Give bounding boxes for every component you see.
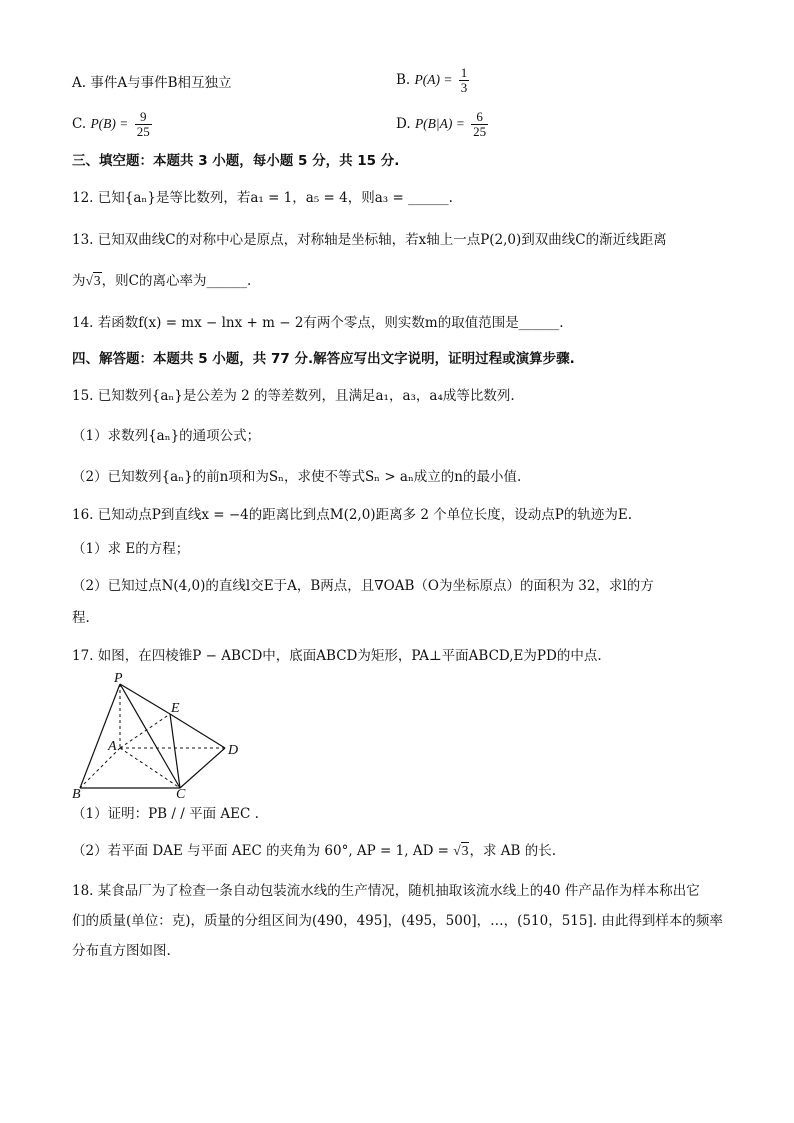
edge-pb xyxy=(80,684,120,788)
question-17-stem: 17. 如图，在四棱锥P − ABCD中，底面ABCD为矩形，PA⊥平面ABCD,E为PD的中点. xyxy=(72,648,602,664)
vertex-label-e: E xyxy=(171,701,180,716)
option-c-fraction xyxy=(135,110,152,139)
edge-ab xyxy=(80,748,120,788)
question-14: 14. 若函数f(x) = mx − lnx + m − 2有两个零点，则实数m的取值范围是______. xyxy=(72,315,564,331)
option-c xyxy=(72,110,154,139)
question-12: 12. 已知{aₙ}是等比数列，若a₁ = 1，a₅ = 4，则a₃ = ______. xyxy=(72,190,453,206)
option-d-numerator: 6 xyxy=(471,110,488,125)
q17-sqrt: √3 xyxy=(453,843,469,858)
option-d xyxy=(396,110,490,139)
option-d-denominator: 25 xyxy=(473,124,487,139)
question-18-line3: 分布直方图如图. xyxy=(72,943,171,959)
question-13-line1: 13. 已知双曲线C的对称中心是原点，对称轴是坐标轴，若x轴上一点P(2,0)到双曲线C的渐近线距离 xyxy=(72,232,667,248)
question-18-line2: 们的质量(单位：克)，质量的分组区间为(490，495]，(495，500]，…，(510，515]. 由此得到样本的频率 xyxy=(72,913,723,929)
q13-pre: 为 xyxy=(72,273,86,289)
section-3-heading: 三、填空题：本题共 3 小题，每小题 5 分，共 15 分. xyxy=(72,153,400,169)
option-c-label: C. xyxy=(72,116,87,132)
question-13-line2 xyxy=(72,270,251,292)
option-d-label: D. xyxy=(396,116,411,132)
option-c-denominator: 25 xyxy=(136,124,150,139)
edge-ed xyxy=(170,714,225,748)
question-16-part2-line1: （2）已知过点N(4,0)的直线l交E于A，B两点，且∇OAB（O为坐标原点）的面积为 32，求l的方 xyxy=(72,578,654,594)
question-15-part1: （1）求数列{aₙ}的通项公式； xyxy=(72,428,261,444)
q17-radicand: 3 xyxy=(461,843,469,858)
question-16-part1: （1）求 E的方程； xyxy=(72,541,190,557)
option-b-label: B. xyxy=(396,72,411,88)
q13-radicand: 3 xyxy=(93,273,101,288)
vertex-label-b: B xyxy=(72,787,81,800)
option-c-numerator: 9 xyxy=(135,110,152,125)
option-a xyxy=(72,72,232,94)
q13-post: ，则C的离心率为______. xyxy=(101,273,252,289)
option-b-fraction xyxy=(459,66,470,95)
option-d-fraction xyxy=(471,110,488,139)
section-4-heading: 四、解答题：本题共 5 小题，共 77 分.解答应写出文字说明，证明过程或演算步骤. xyxy=(72,351,575,367)
edge-ae xyxy=(120,714,170,748)
question-17-part1: （1）证明：PB / / 平面 AEC . xyxy=(72,806,259,822)
option-c-expr: P(B) = xyxy=(90,116,129,131)
option-b xyxy=(396,66,471,95)
option-d-expr: P(B|A) = xyxy=(414,116,465,131)
question-18-line1: 18. 某食品厂为了检查一条自动包装流水线的生产情况，随机抽取该流水线上的40 件产品作为样本称出它 xyxy=(72,883,700,899)
option-a-text: 事件A与事件B相互独立 xyxy=(90,75,232,91)
option-b-denominator: 3 xyxy=(460,80,468,95)
question-16-stem: 16. 已知动点P到直线x = −4的距离比到点M(2,0)距离多 2 个单位长度，设动点P的轨迹为E. xyxy=(72,507,632,523)
question-15-part2: （2）已知数列{aₙ}的前n项和为Sₙ，求使不等式Sₙ > aₙ成立的n的最小值. xyxy=(72,469,522,485)
edge-pe xyxy=(120,684,170,714)
q13-sqrt: √3 xyxy=(85,273,101,288)
edge-ec xyxy=(170,714,180,788)
edge-ac xyxy=(120,748,180,788)
question-17-part2 xyxy=(72,840,556,862)
vertex-label-a: A xyxy=(108,739,117,754)
edge-cd xyxy=(180,748,225,788)
q17-p2-post: ，求 AB 的长. xyxy=(469,843,557,859)
vertex-label-d: D xyxy=(228,743,239,758)
edge-pc xyxy=(120,684,180,788)
option-a-label: A. xyxy=(72,75,87,91)
option-b-expr: P(A) = xyxy=(414,72,453,87)
vertex-label-p: P xyxy=(114,671,123,686)
option-b-numerator: 1 xyxy=(460,65,468,80)
question-15-stem: 15. 已知数列{aₙ}是公差为 2 的等差数列，且满足a₁，a₃，a₄成等比数列. xyxy=(72,388,515,404)
q17-p2-pre: （2）若平面 DAE 与平面 AEC 的夹角为 60°, AP = 1, AD = xyxy=(72,843,449,859)
vertex-label-c: C xyxy=(176,787,186,800)
pyramid-figure xyxy=(70,670,250,800)
question-16-part2-line2: 程. xyxy=(72,610,90,626)
